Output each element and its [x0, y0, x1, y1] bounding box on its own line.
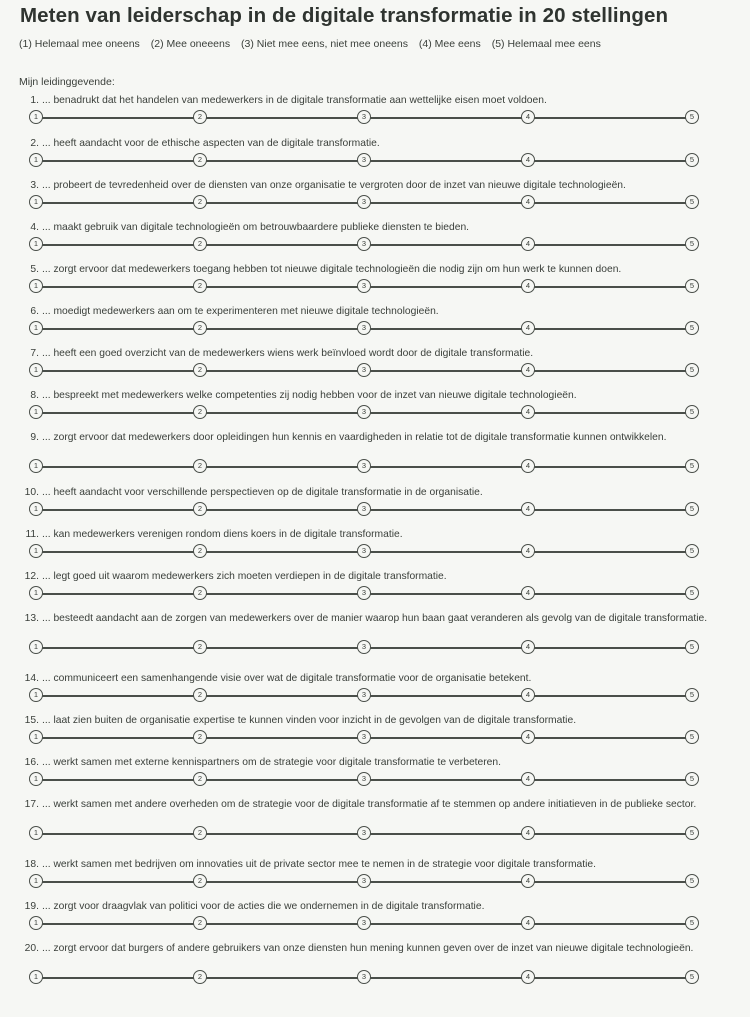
likert-scale	[33, 363, 695, 379]
likert-scale	[33, 110, 695, 126]
scale-option-1[interactable]: 1	[29, 153, 43, 167]
statement-text: ... werkt samen met externe kennispartners om de strategie voor digitale transformatie te verbeteren.	[42, 757, 502, 768]
scale-option-2[interactable]: 2	[193, 970, 207, 984]
scale-option-5[interactable]: 5	[685, 363, 699, 377]
scale-option-4[interactable]: 4	[521, 502, 535, 516]
statement-text: ... zorgt ervoor dat medewerkers door opleidingen hun kennis en vaardigheden in relatie tot de digitale transformatie kunnen ontwikkelen.	[42, 432, 667, 443]
scale-option-2[interactable]: 2	[193, 237, 207, 251]
scale-option-5[interactable]: 5	[685, 916, 699, 930]
statement-text: ... legt goed uit waarom medewerkers zich moeten verdiepen in de digitale transformatie.	[42, 571, 447, 582]
scale-option-2[interactable]: 2	[193, 153, 207, 167]
statement-question	[19, 306, 719, 317]
scale-option-2[interactable]: 2	[193, 730, 207, 744]
likert-scale	[33, 826, 695, 842]
likert-scale	[33, 544, 695, 560]
statement-question	[19, 799, 719, 810]
scale-option-1[interactable]: 1	[29, 502, 43, 516]
statement-text: ... moedigt medewerkers aan om te experimenteren met nieuwe digitale technologieën.	[42, 306, 439, 317]
statement-question	[19, 432, 719, 443]
scale-option-5[interactable]: 5	[685, 405, 699, 419]
statement-text: ... kan medewerkers verenigen rondom diens koers in de digitale transformatie.	[42, 529, 403, 540]
scale-option-4[interactable]: 4	[521, 153, 535, 167]
scale-option-5[interactable]: 5	[685, 772, 699, 786]
scale-option-2[interactable]: 2	[193, 640, 207, 654]
scale-option-3[interactable]: 3	[357, 544, 371, 558]
scale-option-4[interactable]: 4	[521, 279, 535, 293]
statement-number: 15.	[24, 715, 39, 726]
scale-option-3[interactable]: 3	[357, 363, 371, 377]
likert-scale	[33, 153, 695, 169]
scale-option-2[interactable]: 2	[193, 110, 207, 124]
likert-scale	[33, 195, 695, 211]
scale-option-1[interactable]: 1	[29, 459, 43, 473]
statement-number: 7.	[30, 348, 39, 359]
scale-option-5[interactable]: 5	[685, 874, 699, 888]
statement-number: 12.	[24, 571, 39, 582]
statement-number: 1.	[30, 95, 39, 106]
statement-number: 19.	[24, 901, 39, 912]
scale-option-4[interactable]: 4	[521, 688, 535, 702]
scale-option-3[interactable]: 3	[357, 730, 371, 744]
scale-option-1[interactable]: 1	[29, 772, 43, 786]
scale-option-5[interactable]: 5	[685, 279, 699, 293]
statement-number: 5.	[30, 264, 39, 275]
scale-option-1[interactable]: 1	[29, 640, 43, 654]
scale-option-1[interactable]: 1	[29, 916, 43, 930]
page-title: Meten van leiderschap in de digitale transformatie in 20 stellingen	[20, 4, 669, 27]
statement-question	[19, 95, 719, 106]
statement-number: 6.	[30, 306, 39, 317]
scale-option-4[interactable]: 4	[521, 826, 535, 840]
scale-option-1[interactable]: 1	[29, 110, 43, 124]
scale-option-1[interactable]: 1	[29, 321, 43, 335]
likert-scale	[33, 874, 695, 890]
statement-number: 10.	[24, 487, 39, 498]
scale-option-3[interactable]: 3	[357, 110, 371, 124]
statement-text: ... zorgt voor draagvlak van politici voor de acties die we ondernemen in de digitale transformatie.	[42, 901, 485, 912]
statement-text: ... werkt samen met andere overheden om de strategie voor de digitale transformatie af te stemmen op andere initiatieven in de publieke sector.	[42, 799, 697, 810]
likert-scale	[33, 459, 695, 475]
statement-number: 20.	[24, 943, 39, 954]
statement-question	[19, 348, 719, 359]
scale-option-3[interactable]: 3	[357, 874, 371, 888]
statement-text: ... besteedt aandacht aan de zorgen van medewerkers over de manier waarop hun baan gaat veranderen als gevolg van de digitale transformatie.	[42, 613, 708, 624]
scale-option-4[interactable]: 4	[521, 772, 535, 786]
scale-option-5[interactable]: 5	[685, 826, 699, 840]
statement-question	[19, 613, 719, 624]
scale-option-3[interactable]: 3	[357, 237, 371, 251]
statement-text: ... zorgt ervoor dat medewerkers toegang hebben tot nieuwe digitale technologieën die nodig zijn om hun werk te kunnen doen.	[42, 264, 622, 275]
statement-text: ... heeft aandacht voor verschillende perspectieven op de digitale transformatie in de organisatie.	[42, 487, 483, 498]
scale-option-4[interactable]: 4	[521, 640, 535, 654]
scale-option-4[interactable]: 4	[521, 110, 535, 124]
scale-option-2[interactable]: 2	[193, 195, 207, 209]
statement-number: 3.	[30, 180, 39, 191]
scale-option-3[interactable]: 3	[357, 405, 371, 419]
scale-option-3[interactable]: 3	[357, 970, 371, 984]
scale-option-2[interactable]: 2	[193, 459, 207, 473]
scale-option-1[interactable]: 1	[29, 279, 43, 293]
likert-scale	[33, 586, 695, 602]
scale-option-3[interactable]: 3	[357, 459, 371, 473]
statement-text: ... bespreekt met medewerkers welke competenties zij nodig hebben voor de inzet van nieuwe digitale technologieën.	[42, 390, 577, 401]
scale-option-5[interactable]: 5	[685, 970, 699, 984]
statement-text: ... maakt gebruik van digitale technologieën om betrouwbaardere publieke diensten te bieden.	[42, 222, 470, 233]
statement-question	[19, 264, 719, 275]
statement-number: 13.	[24, 613, 39, 624]
scale-option-5[interactable]: 5	[685, 544, 699, 558]
statement-text: ... probeert de tevredenheid over de diensten van onze organisatie te vergroten door de inzet van nieuwe digitale technologieën.	[42, 180, 626, 191]
scale-option-1[interactable]: 1	[29, 237, 43, 251]
statement-text: ... heeft aandacht voor de ethische aspecten van de digitale transformatie.	[42, 138, 380, 149]
statement-number: 4.	[30, 222, 39, 233]
scale-option-2[interactable]: 2	[193, 321, 207, 335]
scale-option-3[interactable]: 3	[357, 688, 371, 702]
likert-scale	[33, 237, 695, 253]
legend-item-3: (3) Niet mee eens, niet mee oneens	[241, 38, 408, 50]
scale-option-5[interactable]: 5	[685, 195, 699, 209]
scale-option-5[interactable]: 5	[685, 237, 699, 251]
scale-option-2[interactable]: 2	[193, 279, 207, 293]
statement-question	[19, 390, 719, 401]
scale-option-5[interactable]: 5	[685, 586, 699, 600]
scale-option-2[interactable]: 2	[193, 826, 207, 840]
likert-scale	[33, 502, 695, 518]
scale-option-5[interactable]: 5	[685, 730, 699, 744]
scale-option-2[interactable]: 2	[193, 688, 207, 702]
statement-text: ... heeft een goed overzicht van de medewerkers wiens werk beïnvloed wordt door de digitale transformatie.	[42, 348, 534, 359]
statement-question	[19, 859, 719, 870]
scale-option-4[interactable]: 4	[521, 586, 535, 600]
statement-question	[19, 529, 719, 540]
statement-text: ... communiceert een samenhangende visie over wat de digitale transformatie voor de organisatie betekent.	[42, 673, 532, 684]
scale-option-2[interactable]: 2	[193, 874, 207, 888]
scale-option-3[interactable]: 3	[357, 195, 371, 209]
scale-option-5[interactable]: 5	[685, 459, 699, 473]
scale-option-1[interactable]: 1	[29, 874, 43, 888]
statement-number: 18.	[24, 859, 39, 870]
likert-scale	[33, 970, 695, 986]
scale-option-5[interactable]: 5	[685, 153, 699, 167]
statement-question	[19, 487, 719, 498]
statement-text: ... benadrukt dat het handelen van medewerkers in de digitale transformatie aan wettelijke eisen moet voldoen.	[42, 95, 547, 106]
statement-question	[19, 715, 719, 726]
likert-scale	[33, 916, 695, 932]
scale-option-4[interactable]: 4	[521, 916, 535, 930]
scale-option-1[interactable]: 1	[29, 544, 43, 558]
legend-item-5: (5) Helemaal mee eens	[491, 38, 601, 50]
scale-option-4[interactable]: 4	[521, 970, 535, 984]
scale-option-2[interactable]: 2	[193, 405, 207, 419]
statement-number: 9.	[30, 432, 39, 443]
scale-option-1[interactable]: 1	[29, 195, 43, 209]
scale-option-1[interactable]: 1	[29, 826, 43, 840]
statement-question	[19, 757, 719, 768]
scale-option-3[interactable]: 3	[357, 153, 371, 167]
scale-option-3[interactable]: 3	[357, 640, 371, 654]
scale-option-5[interactable]: 5	[685, 688, 699, 702]
scale-option-4[interactable]: 4	[521, 195, 535, 209]
legend-item-4: (4) Mee eens	[418, 38, 481, 50]
likert-scale	[33, 279, 695, 295]
likert-scale	[33, 405, 695, 421]
legend-item-1: (1) Helemaal mee oneens	[19, 38, 140, 50]
scale-option-4[interactable]: 4	[521, 363, 535, 377]
scale-legend	[19, 38, 609, 50]
statement-question	[19, 673, 719, 684]
scale-option-3[interactable]: 3	[357, 586, 371, 600]
scale-option-3[interactable]: 3	[357, 321, 371, 335]
scale-option-3[interactable]: 3	[357, 502, 371, 516]
statement-question	[19, 943, 719, 954]
statement-number: 14.	[24, 673, 39, 684]
scale-option-4[interactable]: 4	[521, 405, 535, 419]
scale-option-3[interactable]: 3	[357, 916, 371, 930]
scale-option-4[interactable]: 4	[521, 321, 535, 335]
scale-option-2[interactable]: 2	[193, 502, 207, 516]
scale-option-4[interactable]: 4	[521, 544, 535, 558]
scale-option-2[interactable]: 2	[193, 772, 207, 786]
statement-number: 2.	[30, 138, 39, 149]
likert-scale	[33, 688, 695, 704]
statement-question	[19, 571, 719, 582]
scale-option-5[interactable]: 5	[685, 321, 699, 335]
statement-text: ... laat zien buiten de organisatie expertise te kunnen vinden voor inzicht in de gevolgen van de digitale transformatie.	[42, 715, 577, 726]
likert-scale	[33, 730, 695, 746]
intro-text: Mijn leidinggevende:	[19, 76, 115, 88]
likert-scale	[33, 321, 695, 337]
scale-option-5[interactable]: 5	[685, 640, 699, 654]
likert-scale	[33, 640, 695, 656]
scale-option-5[interactable]: 5	[685, 502, 699, 516]
scale-option-2[interactable]: 2	[193, 586, 207, 600]
scale-option-3[interactable]: 3	[357, 279, 371, 293]
scale-option-1[interactable]: 1	[29, 586, 43, 600]
scale-option-4[interactable]: 4	[521, 459, 535, 473]
scale-option-2[interactable]: 2	[193, 544, 207, 558]
statement-question	[19, 901, 719, 912]
statement-text: ... werkt samen met bedrijven om innovaties uit de private sector mee te nemen in de strategie voor digitale transformatie.	[42, 859, 597, 870]
statement-question	[19, 180, 719, 191]
scale-option-2[interactable]: 2	[193, 916, 207, 930]
scale-option-3[interactable]: 3	[357, 772, 371, 786]
statement-question	[19, 138, 719, 149]
scale-option-4[interactable]: 4	[521, 874, 535, 888]
statement-question	[19, 222, 719, 233]
statement-number: 16.	[24, 757, 39, 768]
scale-option-3[interactable]: 3	[357, 826, 371, 840]
scale-option-1[interactable]: 1	[29, 405, 43, 419]
statement-text: ... zorgt ervoor dat burgers of andere gebruikers van onze diensten hun mening kunnen geven over de inzet van nieuwe digitale technologieën.	[42, 943, 694, 954]
scale-option-1[interactable]: 1	[29, 363, 43, 377]
likert-scale	[33, 772, 695, 788]
statement-number: 8.	[30, 390, 39, 401]
scale-option-4[interactable]: 4	[521, 730, 535, 744]
scale-option-5[interactable]: 5	[685, 110, 699, 124]
statement-number: 11.	[25, 529, 39, 540]
scale-option-1[interactable]: 1	[29, 970, 43, 984]
scale-option-1[interactable]: 1	[29, 688, 43, 702]
legend-item-2: (2) Mee oneeens	[150, 38, 231, 50]
scale-option-2[interactable]: 2	[193, 363, 207, 377]
scale-option-4[interactable]: 4	[521, 237, 535, 251]
statement-number: 17.	[24, 799, 39, 810]
scale-option-1[interactable]: 1	[29, 730, 43, 744]
